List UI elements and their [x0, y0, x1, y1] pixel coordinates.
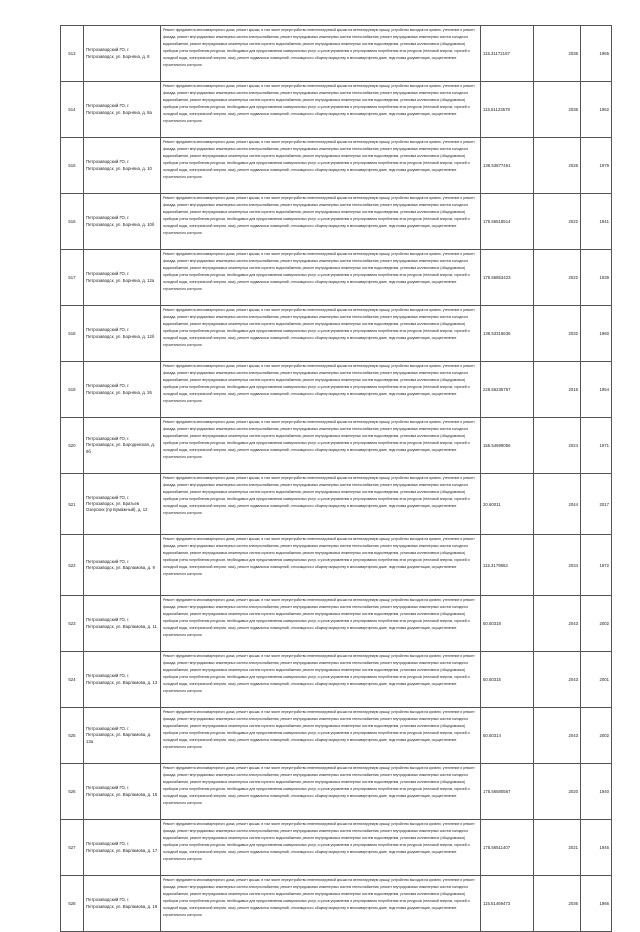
table-row — [61, 26, 612, 82]
address-cell: Петрозаводский ГО, г. Петрозаводск, ул. Борняна, д. 8а — [84, 82, 161, 138]
area-cell: 50.50315 — [481, 652, 534, 708]
table-row — [61, 596, 612, 652]
address-cell: Петрозаводский ГО, г. Петрозаводск, ул. Борняна, д. 10б — [84, 194, 161, 250]
row-number-cell: 522 — [61, 535, 84, 596]
area-cell: 115.31172167 — [481, 26, 534, 82]
table-row — [61, 820, 612, 876]
works-description-cell: Ремонт фундамента многоквартирного дома, ремонт крыши, в том числе переустройство невентилируемой крыши на вентилируемую крышу, устройство выходов на кровлю, утепление и ремонт фасада, ремонт внутридомовых инженерных систем электроснабжения, ремонт внутридомовых инженерных систем теплоснабжения, ремонт внутридомовых инженерных систем холодного водоснабжения, ремонт внутридомовых инженерных систем горячего водоснабжения, ремонт внутридомовых инженерных систем водоотведения, установка коллективных (общедомовых) приборов учета потребления ресурсов, необходимых для предоставления коммунальных услуг, и узлов управления и регулирования потребления этих ресурсов (тепловой энергии, горячей и холодной воды, электрической энергии, газа), ремонт подвальных помещений, относящихся к общему имуществу в многоквартирном доме, подготовка документации, осуществление строительного контроля — [161, 138, 481, 194]
table-row — [61, 138, 612, 194]
table-row — [61, 474, 612, 535]
deadline-year-cell: 2016 — [534, 362, 581, 418]
address-cell: Петрозаводский ГО, г. Петрозаводск, ул. Варламова, д. 13 — [84, 652, 161, 708]
construction-year-cell: 1979 — [581, 138, 612, 194]
construction-year-cell: 2001 — [581, 652, 612, 708]
works-description-cell: Ремонт фундамента многоквартирного дома, ремонт крыши, в том числе переустройство невентилируемой крыши на вентилируемую крышу, устройство выходов на кровлю, утепление и ремонт фасада, ремонт внутридомовых инженерных систем электроснабжения, ремонт внутридомовых инженерных систем теплоснабжения, ремонт внутридомовых инженерных систем холодного водоснабжения, ремонт внутридомовых инженерных систем горячего водоснабжения, ремонт внутридомовых инженерных систем водоотведения, установка коллективных (общедомовых) приборов учета потребления ресурсов, необходимых для предоставления коммунальных услуг, и узлов управления и регулирования потребления этих ресурсов (тепловой энергии, горячей и холодной воды, электрической энергии, газа), ремонт подвальных помещений, относящихся к общему имуществу в многоквартирном доме, подготовка документации, осуществление строительного контроля — [161, 764, 481, 820]
row-number-cell: 521 — [61, 474, 84, 535]
row-number-cell: 516 — [61, 194, 84, 250]
area-cell: 138.53877461 — [481, 138, 534, 194]
works-description-cell: Ремонт фундамента многоквартирного дома, ремонт крыши, в том числе переустройство невентилируемой крыши на вентилируемую крышу, устройство выходов на кровлю, утепление и ремонт фасада, ремонт внутридомовых инженерных систем электроснабжения, ремонт внутридомовых инженерных систем теплоснабжения, ремонт внутридомовых инженерных систем холодного водоснабжения, ремонт внутридомовых инженерных систем горячего водоснабжения, ремонт внутридомовых инженерных систем водоотведения, установка коллективных (общедомовых) приборов учета потребления ресурсов, необходимых для предоставления коммунальных услуг, и узлов управления и регулирования потребления этих ресурсов (тепловой энергии, горячей и холодной воды, электрической энергии, газа), ремонт подвальных помещений, относящихся к общему имуществу в многоквартирном доме, подготовка документации, осуществление строительного контроля — [161, 652, 481, 708]
works-description-cell: Ремонт фундамента многоквартирного дома, ремонт крыши, в том числе переустройство невентилируемой крыши на вентилируемую крышу, устройство выходов на кровлю, утепление и ремонт фасада, ремонт внутридомовых инженерных систем электроснабжения, ремонт внутридомовых инженерных систем теплоснабжения, ремонт внутридомовых инженерных систем холодного водоснабжения, ремонт внутридомовых инженерных систем горячего водоснабжения, ремонт внутридомовых инженерных систем водоотведения, установка коллективных (общедомовых) приборов учета потребления ресурсов, необходимых для предоставления коммунальных услуг, и узлов управления и регулирования потребления этих ресурсов (тепловой энергии, горячей и холодной воды, электрической энергии, газа), ремонт подвальных помещений, относящихся к общему имуществу в многоквартирном доме, подготовка документации, осуществление строительного контроля — [161, 362, 481, 418]
deadline-year-cell: 2024 — [534, 418, 581, 474]
works-description-cell: Ремонт фундамента многоквартирного дома, ремонт крыши, в том числе переустройство невентилируемой крыши на вентилируемую крышу, устройство выходов на кровлю, утепление и ремонт фасада, ремонт внутридомовых инженерных систем электроснабжения, ремонт внутридомовых инженерных систем теплоснабжения, ремонт внутридомовых инженерных систем холодного водоснабжения, ремонт внутридомовых инженерных систем горячего водоснабжения, ремонт внутридомовых инженерных систем водоотведения, установка коллективных (общедомовых) приборов учета потребления ресурсов, необходимых для предоставления коммунальных услуг, и узлов управления и регулирования потребления этих ресурсов (тепловой энергии, горячей и холодной воды, электрической энергии, газа), ремонт подвальных помещений, относящихся к общему имуществу в многоквартирном доме, подготовка документации, осуществление строительного контроля — [161, 535, 481, 596]
works-description-cell: Ремонт фундамента многоквартирного дома, ремонт крыши, в том числе переустройство невентилируемой крыши на вентилируемую крышу, устройство выходов на кровлю, утепление и ремонт фасада, ремонт внутридомовых инженерных систем электроснабжения, ремонт внутридомовых инженерных систем теплоснабжения, ремонт внутридомовых инженерных систем холодного водоснабжения, ремонт внутридомовых инженерных систем горячего водоснабжения, ремонт внутридомовых инженерных систем водоотведения, установка коллективных (общедомовых) приборов учета потребления ресурсов, необходимых для предоставления коммунальных услуг, и узлов управления и регулирования потребления этих ресурсов (тепловой энергии, горячей и холодной воды, электрической энергии, газа), ремонт подвальных помещений, относящихся к общему имуществу в многоквартирном доме, подготовка документации, осуществление строительного контроля — [161, 306, 481, 362]
construction-year-cell: 1971 — [581, 418, 612, 474]
deadline-year-cell: 2036 — [534, 82, 581, 138]
area-cell: 175.56518514 — [481, 194, 534, 250]
deadline-year-cell: 2022 — [534, 250, 581, 306]
row-number-cell: 527 — [61, 820, 84, 876]
deadline-year-cell: 2036 — [534, 876, 581, 932]
table-row — [61, 418, 612, 474]
construction-year-cell: 1941 — [581, 194, 612, 250]
row-number-cell: 520 — [61, 418, 84, 474]
area-cell: 175.56511407 — [481, 820, 534, 876]
area-cell: 175.56580567 — [481, 764, 534, 820]
table-row — [61, 362, 612, 418]
deadline-year-cell: 2021 — [534, 820, 581, 876]
works-description-cell: Ремонт фундамента многоквартирного дома, ремонт крыши, в том числе переустройство невентилируемой крыши на вентилируемую крышу, устройство выходов на кровлю, утепление и ремонт фасада, ремонт внутридомовых инженерных систем электроснабжения, ремонт внутридомовых инженерных систем теплоснабжения, ремонт внутридомовых инженерных систем холодного водоснабжения, ремонт внутридомовых инженерных систем горячего водоснабжения, ремонт внутридомовых инженерных систем водоотведения, установка коллективных (общедомовых) приборов учета потребления ресурсов, необходимых для предоставления коммунальных услуг, и узлов управления и регулирования потребления этих ресурсов (тепловой энергии, горячей и холодной воды, электрической энергии, газа), ремонт подвальных помещений, относящихся к общему имуществу в многоквартирном доме, подготовка документации, осуществление строительного контроля — [161, 194, 481, 250]
row-number-cell: 528 — [61, 876, 84, 932]
table-row — [61, 876, 612, 932]
address-cell: Петрозаводский ГО, г. Петрозаводск, ул. Варламова, д. 15 — [84, 764, 161, 820]
area-cell: 228.56235757 — [481, 362, 534, 418]
table-row — [61, 250, 612, 306]
address-cell: Петрозаводский ГО, г. Петрозаводск, ул. Варламова, д. 9 — [84, 535, 161, 596]
construction-year-cell: 1965 — [581, 26, 612, 82]
works-description-cell: Ремонт фундамента многоквартирного дома, ремонт крыши, в том числе переустройство невентилируемой крыши на вентилируемую крышу, устройство выходов на кровлю, утепление и ремонт фасада, ремонт внутридомовых инженерных систем электроснабжения, ремонт внутридомовых инженерных систем теплоснабжения, ремонт внутридомовых инженерных систем холодного водоснабжения, ремонт внутридомовых инженерных систем горячего водоснабжения, ремонт внутридомовых инженерных систем водоотведения, установка коллективных (общедомовых) приборов учета потребления ресурсов, необходимых для предоставления коммунальных услуг, и узлов управления и регулирования потребления этих ресурсов (тепловой энергии, горячей и холодной воды, электрической энергии, газа), ремонт подвальных помещений, относящихся к общему имуществу в многоквартирном доме, подготовка документации, осуществление строительного контроля — [161, 250, 481, 306]
deadline-year-cell: 2036 — [534, 26, 581, 82]
construction-year-cell: 2002 — [581, 708, 612, 764]
row-number-cell: 514 — [61, 82, 84, 138]
area-cell: 175.56853423 — [481, 250, 534, 306]
deadline-year-cell: 2043 — [534, 596, 581, 652]
deadline-year-cell: 2026 — [534, 138, 581, 194]
area-cell: 20.60011 — [481, 474, 534, 535]
row-number-cell: 523 — [61, 596, 84, 652]
row-number-cell: 524 — [61, 652, 84, 708]
address-cell: Петрозаводский ГО, г. Петрозаводск, ул. Борняна, д. 8 — [84, 26, 161, 82]
table-body — [61, 26, 612, 932]
area-cell: 138.53318636 — [481, 306, 534, 362]
row-number-cell: 519 — [61, 362, 84, 418]
works-description-cell: Ремонт фундамента многоквартирного дома, ремонт крыши, в том числе переустройство невентилируемой крыши на вентилируемую крышу, устройство выходов на кровлю, утепление и ремонт фасада, ремонт внутридомовых инженерных систем электроснабжения, ремонт внутридомовых инженерных систем теплоснабжения, ремонт внутридомовых инженерных систем холодного водоснабжения, ремонт внутридомовых инженерных систем горячего водоснабжения, ремонт внутридомовых инженерных систем водоотведения, установка коллективных (общедомовых) приборов учета потребления ресурсов, необходимых для предоставления коммунальных услуг, и узлов управления и регулирования потребления этих ресурсов (тепловой энергии, горячей и холодной воды, электрической энергии, газа), ремонт подвальных помещений, относящихся к общему имуществу в многоквартирном доме, подготовка документации, осуществление строительного контроля — [161, 596, 481, 652]
row-number-cell: 515 — [61, 138, 84, 194]
works-description-cell: Ремонт фундамента многоквартирного дома, ремонт крыши, в том числе переустройство невентилируемой крыши на вентилируемую крышу, устройство выходов на кровлю, утепление и ремонт фасада, ремонт внутридомовых инженерных систем электроснабжения, ремонт внутридомовых инженерных систем теплоснабжения, ремонт внутридомовых инженерных систем холодного водоснабжения, ремонт внутридомовых инженерных систем горячего водоснабжения, ремонт внутридомовых инженерных систем водоотведения, установка коллективных (общедомовых) приборов учета потребления ресурсов, необходимых для предоставления коммунальных услуг, и узлов управления и регулирования потребления этих ресурсов (тепловой энергии, горячей и холодной воды, электрической энергии, газа), ремонт подвальных помещений, относящихся к общему имуществу в многоквартирном доме, подготовка документации, осуществление строительного контроля — [161, 418, 481, 474]
capital-repair-table — [60, 25, 612, 932]
construction-year-cell: 1960 — [581, 306, 612, 362]
deadline-year-cell: 2043 — [534, 708, 581, 764]
address-cell: Петрозаводский ГО, г. Петрозаводск, ул. Борняна, д. 26 — [84, 362, 161, 418]
works-description-cell: Ремонт фундамента многоквартирного дома, ремонт крыши, в том числе переустройство невентилируемой крыши на вентилируемую крышу, устройство выходов на кровлю, утепление и ремонт фасада, ремонт внутридомовых инженерных систем электроснабжения, ремонт внутридомовых инженерных систем теплоснабжения, ремонт внутридомовых инженерных систем холодного водоснабжения, ремонт внутридомовых инженерных систем горячего водоснабжения, ремонт внутридомовых инженерных систем водоотведения, установка коллективных (общедомовых) приборов учета потребления ресурсов, необходимых для предоставления коммунальных услуг, и узлов управления и регулирования потребления этих ресурсов (тепловой энергии, горячей и холодной воды, электрической энергии, газа), ремонт подвальных помещений, относящихся к общему имуществу в многоквартирном доме, подготовка документации, осуществление строительного контроля — [161, 82, 481, 138]
address-cell: Петрозаводский ГО, г. Петрозаводск, ул. Варламова, д. 17 — [84, 820, 161, 876]
area-cell: 115.3179863 — [481, 535, 534, 596]
construction-year-cell: 1966 — [581, 876, 612, 932]
construction-year-cell: 1940 — [581, 764, 612, 820]
address-cell: Петрозаводский ГО, г. Петрозаводск, ул. Борняна, д. 10 — [84, 138, 161, 194]
address-cell: Петрозаводский ГО, г. Петрозаводск, ул. Варламова, д. 19 — [84, 876, 161, 932]
works-description-cell: Ремонт фундамента многоквартирного дома, ремонт крыши, в том числе переустройство невентилируемой крыши на вентилируемую крышу, устройство выходов на кровлю, утепление и ремонт фасада, ремонт внутридомовых инженерных систем электроснабжения, ремонт внутридомовых инженерных систем теплоснабжения, ремонт внутридомовых инженерных систем холодного водоснабжения, ремонт внутридомовых инженерных систем горячего водоснабжения, ремонт внутридомовых инженерных систем водоотведения, установка коллективных (общедомовых) приборов учета потребления ресурсов, необходимых для предоставления коммунальных услуг, и узлов управления и регулирования потребления этих ресурсов (тепловой энергии, горячей и холодной воды, электрической энергии, газа), ремонт подвальных помещений, относящихся к общему имуществу в многоквартирном доме, подготовка документации, осуществление строительного контроля — [161, 876, 481, 932]
table-row — [61, 194, 612, 250]
table-row — [61, 535, 612, 596]
area-cell: 115.51469473 — [481, 876, 534, 932]
row-number-cell: 525 — [61, 708, 84, 764]
row-number-cell: 513 — [61, 26, 84, 82]
address-cell: Петрозаводский ГО, г. Петрозаводск, ул. Бородинская, д. 9б — [84, 418, 161, 474]
deadline-year-cell: 2043 — [534, 652, 581, 708]
address-cell: Петрозаводский ГО, г. Петрозаводск, ул. Варламова, д. 11 — [84, 596, 161, 652]
address-cell: Петрозаводский ГО, г. Петрозаводск, ул. Варламова, д. 13а — [84, 708, 161, 764]
area-cell: 50.50314 — [481, 708, 534, 764]
deadline-year-cell: 2034 — [534, 535, 581, 596]
construction-year-cell: 1954 — [581, 362, 612, 418]
works-description-cell: Ремонт фундамента многоквартирного дома, ремонт крыши, в том числе переустройство невентилируемой крыши на вентилируемую крышу, устройство выходов на кровлю, утепление и ремонт фасада, ремонт внутридомовых инженерных систем электроснабжения, ремонт внутридомовых инженерных систем теплоснабжения, ремонт внутридомовых инженерных систем холодного водоснабжения, ремонт внутридомовых инженерных систем горячего водоснабжения, ремонт внутридомовых инженерных систем водоотведения, установка коллективных (общедомовых) приборов учета потребления ресурсов, необходимых для предоставления коммунальных услуг, и узлов управления и регулирования потребления этих ресурсов (тепловой энергии, горячей и холодной воды, электрической энергии, газа), ремонт подвальных помещений, относящихся к общему имуществу в многоквартирном доме, подготовка документации, осуществление строительного контроля — [161, 708, 481, 764]
deadline-year-cell: 2032 — [534, 306, 581, 362]
row-number-cell: 518 — [61, 306, 84, 362]
table-row — [61, 764, 612, 820]
table-row — [61, 82, 612, 138]
construction-year-cell: 1972 — [581, 535, 612, 596]
row-number-cell: 526 — [61, 764, 84, 820]
construction-year-cell: 2002 — [581, 596, 612, 652]
works-description-cell: Ремонт фундамента многоквартирного дома, ремонт крыши, в том числе переустройство невентилируемой крыши на вентилируемую крышу, устройство выходов на кровлю, утепление и ремонт фасада, ремонт внутридомовых инженерных систем электроснабжения, ремонт внутридомовых инженерных систем теплоснабжения, ремонт внутридомовых инженерных систем холодного водоснабжения, ремонт внутридомовых инженерных систем горячего водоснабжения, ремонт внутридомовых инженерных систем водоотведения, установка коллективных (общедомовых) приборов учета потребления ресурсов, необходимых для предоставления коммунальных услуг, и узлов управления и регулирования потребления этих ресурсов (тепловой энергии, горячей и холодной воды, электрической энергии, газа), ремонт подвальных помещений, относящихся к общему имуществу в многоквартирном доме, подготовка документации, осуществление строительного контроля — [161, 474, 481, 535]
construction-year-cell: 1962 — [581, 82, 612, 138]
area-cell: 115.51123578 — [481, 82, 534, 138]
area-cell: 50.50318 — [481, 596, 534, 652]
construction-year-cell: 1946 — [581, 820, 612, 876]
row-number-cell: 517 — [61, 250, 84, 306]
table-row — [61, 306, 612, 362]
table-row — [61, 652, 612, 708]
works-description-cell: Ремонт фундамента многоквартирного дома, ремонт крыши, в том числе переустройство невентилируемой крыши на вентилируемую крышу, устройство выходов на кровлю, утепление и ремонт фасада, ремонт внутридомовых инженерных систем электроснабжения, ремонт внутридомовых инженерных систем теплоснабжения, ремонт внутридомовых инженерных систем холодного водоснабжения, ремонт внутридомовых инженерных систем горячего водоснабжения, ремонт внутридомовых инженерных систем водоотведения, установка коллективных (общедомовых) приборов учета потребления ресурсов, необходимых для предоставления коммунальных услуг, и узлов управления и регулирования потребления этих ресурсов (тепловой энергии, горячей и холодной воды, электрической энергии, газа), ремонт подвальных помещений, относящихся к общему имуществу в многоквартирном доме, подготовка документации, осуществление строительного контроля — [161, 26, 481, 82]
deadline-year-cell: 2022 — [534, 194, 581, 250]
deadline-year-cell: 2020 — [534, 764, 581, 820]
construction-year-cell: 1939 — [581, 250, 612, 306]
construction-year-cell: 2017 — [581, 474, 612, 535]
deadline-year-cell: 2044 — [534, 474, 581, 535]
works-description-cell: Ремонт фундамента многоквартирного дома, ремонт крыши, в том числе переустройство невентилируемой крыши на вентилируемую крышу, устройство выходов на кровлю, утепление и ремонт фасада, ремонт внутридомовых инженерных систем электроснабжения, ремонт внутридомовых инженерных систем теплоснабжения, ремонт внутридомовых инженерных систем холодного водоснабжения, ремонт внутридомовых инженерных систем горячего водоснабжения, ремонт внутридомовых инженерных систем водоотведения, установка коллективных (общедомовых) приборов учета потребления ресурсов, необходимых для предоставления коммунальных услуг, и узлов управления и регулирования потребления этих ресурсов (тепловой энергии, горячей и холодной воды, электрической энергии, газа), ремонт подвальных помещений, относящихся к общему имуществу в многоквартирном доме, подготовка документации, осуществление строительного контроля — [161, 820, 481, 876]
table-row — [61, 708, 612, 764]
address-cell: Петрозаводский ГО, г. Петрозаводск, ул. Борняна, д. 12б — [84, 306, 161, 362]
address-cell: Петрозаводский ГО, г. Петрозаводск, ул. Борняна, д. 12а — [84, 250, 161, 306]
area-cell: 155.54699056 — [481, 418, 534, 474]
address-cell: Петрозаводский ГО, г. Петрозаводск, ул. Братьев Озерских (пр Бумажный), д. 12 — [84, 474, 161, 535]
